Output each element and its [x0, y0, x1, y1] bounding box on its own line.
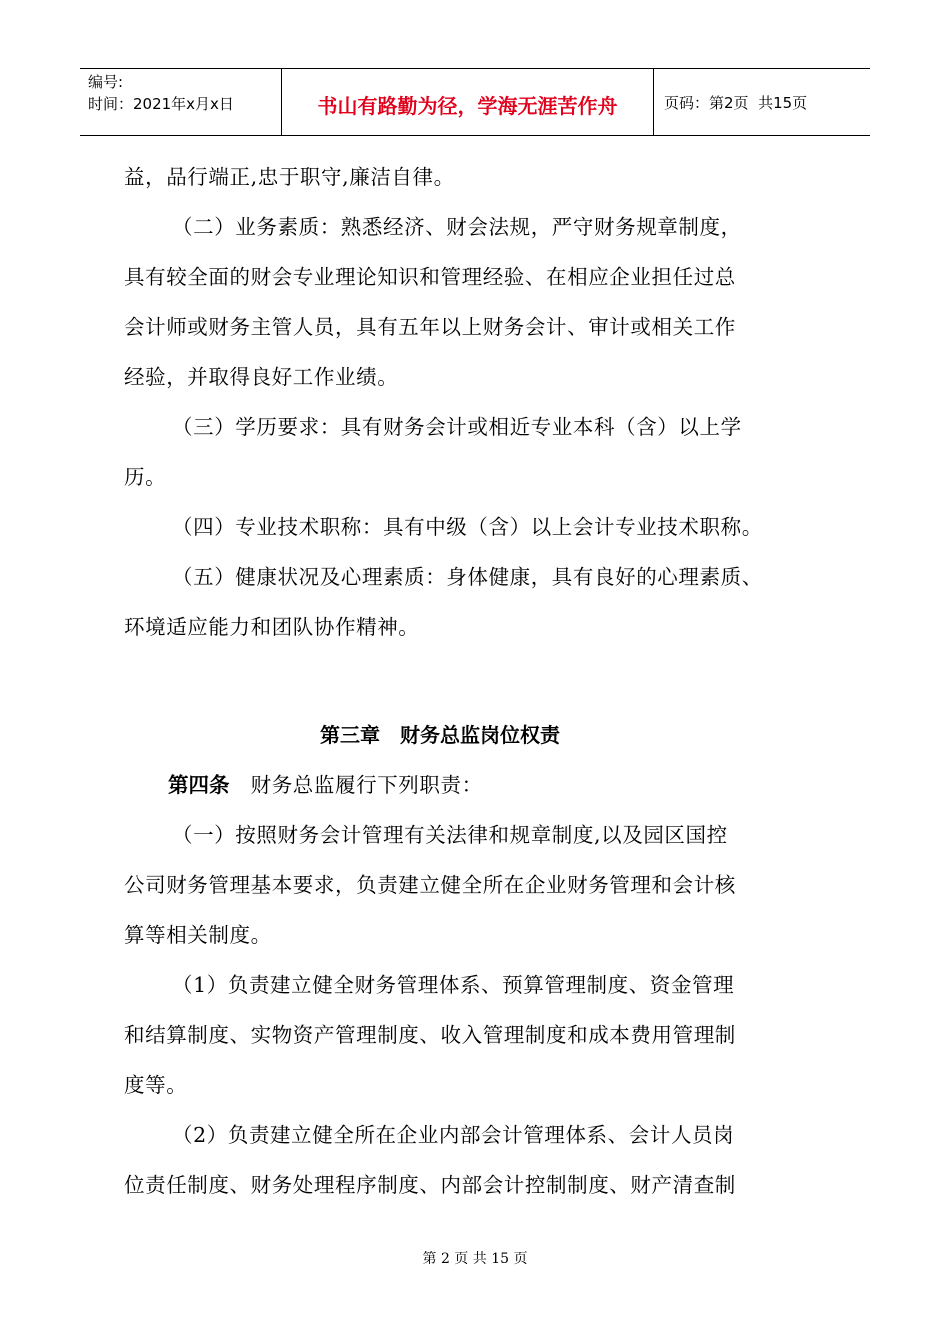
header-page-info: 页码：第2页 共15页 [664, 93, 808, 112]
body-line: （2）负责建立健全所在企业内部会计管理体系、会计人员岗 [172, 1123, 735, 1147]
article-label: 第四条 [168, 773, 230, 797]
body-line: 具有较全面的财会专业理论知识和管理经验、在相应企业担任过总 [124, 265, 736, 289]
body-line: （三）学历要求：具有财务会计或相近专业本科（含）以上学 [172, 415, 742, 439]
body-line: （二）业务素质：熟悉经济、财会法规，严守财务规章制度， [172, 215, 742, 239]
document-time-label: 时间：2021年x月x日 [88, 95, 234, 113]
body-line: 公司财务管理基本要求，负责建立健全所在企业财务管理和会计核 [124, 873, 736, 897]
body-line: 和结算制度、实物资产管理制度、收入管理制度和成本费用管理制 [124, 1023, 736, 1047]
body-line: （一）按照财务会计管理有关法律和规章制度,以及园区国控 [172, 823, 728, 847]
document-number-label: 编号: [88, 73, 124, 91]
body-line: （四）专业技术职称：具有中级（含）以上会计专业技术职称。 [172, 515, 763, 539]
document-header [80, 68, 870, 136]
header-motto: 书山有路勤为径，学海无涯苦作舟 [282, 69, 654, 135]
body-line: 会计师或财务主管人员，具有五年以上财务会计、审计或相关工作 [124, 315, 736, 339]
body-line: 经验，并取得良好工作业绩。 [124, 365, 399, 389]
body-line: 历。 [124, 465, 167, 489]
article-line [168, 772, 483, 798]
body-line: （1）负责建立健全财务管理体系、预算管理制度、资金管理 [172, 973, 735, 997]
body-line: 环境适应能力和团队协作精神。 [124, 615, 420, 639]
header-meta [80, 69, 282, 135]
body-line: （五）健康状况及心理素质：身体健康，具有良好的心理素质、 [172, 565, 763, 589]
chapter-heading: 第三章 财务总监岗位权责 [320, 723, 560, 747]
body-line: 算等相关制度。 [124, 923, 272, 947]
body-line: 位责任制度、财务处理程序制度、内部会计控制制度、财产清查制 [124, 1173, 736, 1197]
body-line: 益，品行端正,忠于职守,廉洁自律。 [124, 165, 455, 189]
article-text: 财务总监履行下列职责： [229, 773, 483, 797]
body-line: 度等。 [124, 1073, 188, 1097]
page-footer: 第 2 页 共 15 页 [422, 1251, 528, 1267]
